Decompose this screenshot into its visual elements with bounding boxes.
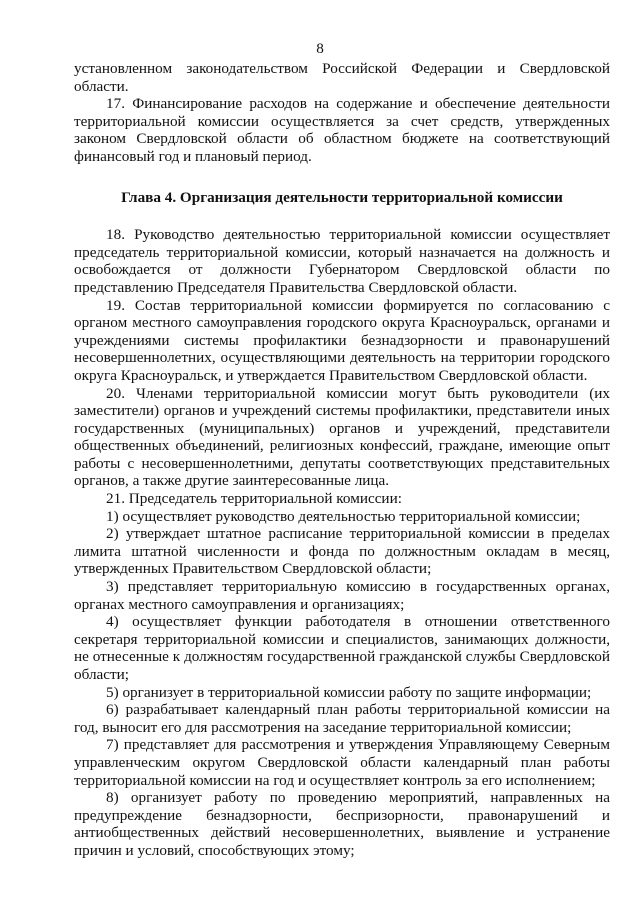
paragraph-18: 18. Руководство деятельностью территориальной комиссии осуществляет председатель территориальной комиссии, который назначается на должность и освобождается от должности Губернатором Свердловской области по представлению Председателя Правительства Свердловской области. <box>74 226 610 296</box>
list-item-21-8: 8) организует работу по проведению мероприятий, направленных на предупреждение безнадзорности, беспризорности, правонарушений и антиобщественных действий несовершеннолетних, выявление и устранение причин и условий, способствующих этому; <box>74 789 610 859</box>
list-item-21-7: 7) представляет для рассмотрения и утверждения Управляющему Северным управленческим округом Свердловской области календарный план работы территориальной комиссии на год и осуществляет контроль за его исполнением; <box>74 736 610 789</box>
list-item-21-6: 6) разрабатывает календарный план работы территориальной комиссии на год, выносит его для рассмотрения на заседание территориальной комиссии; <box>74 701 610 736</box>
list-item-21-2: 2) утверждает штатное расписание территориальной комиссии в пределах лимита штатной численности и фонда по должностным окладам в месяц, утвержденных Правительством Свердловской области; <box>74 525 610 578</box>
list-item-21-4: 4) осуществляет функции работодателя в отношении ответственного секретаря территориальной комиссии и специалистов, занимающих должности, не отнесенные к должностям государственной гражданской службы Свердловской области; <box>74 613 610 683</box>
document-body <box>74 60 610 860</box>
chapter-heading: Глава 4. Организация деятельности территориальной комиссии <box>121 188 563 206</box>
paragraph-19: 19. Состав территориальной комиссии формируется по согласованию с органом местного самоуправления городского округа Красноуральск, органами и учреждениями системы профилактики безнадзорности и правонарушений несовершеннолетних, осуществляющими деятельность на территории городского округа Красноуральск, и утверждается Правительством Свердловской области. <box>74 296 610 384</box>
paragraph-21: 21. Председатель территориальной комиссии: <box>106 490 402 508</box>
page-number: 8 <box>316 40 324 57</box>
list-item-21-3: 3) представляет территориальную комиссию в государственных органах, органах местного самоуправления и организациях; <box>74 578 610 613</box>
paragraph-intro: установленном законодательством Российской Федерации и Свердловской области. <box>74 60 610 95</box>
paragraph-20: 20. Членами территориальной комиссии могут быть руководители (их заместители) органов и учреждений системы профилактики, представители иных государственных (муниципальных) органов и учреждений, представители общественных объединений, религиозных конфессий, граждане, имеющие опыт работы с несовершеннолетними, депутаты соответствующих представительных органов, а также другие заинтересованные лица. <box>74 384 610 490</box>
list-item-21-5: 5) организует в территориальной комиссии работу по защите информации; <box>106 683 592 701</box>
list-item-21-1: 1) осуществляет руководство деятельностью территориальной комиссии; <box>106 507 581 525</box>
paragraph-17: 17. Финансирование расходов на содержание и обеспечение деятельности территориальной комиссии осуществляется за счет средств, утвержденных законом Свердловской области об областном бюджете на соответствующий финансовый год и плановый период. <box>74 95 610 165</box>
